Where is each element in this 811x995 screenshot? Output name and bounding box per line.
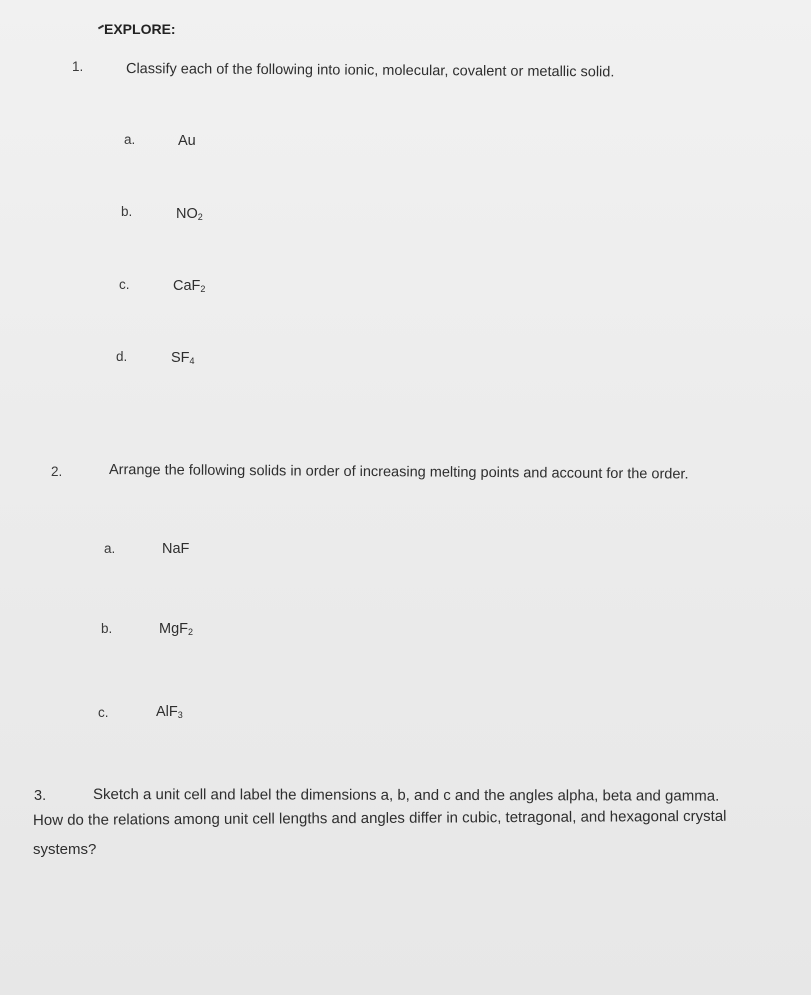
q1-item-c-letter: c.: [119, 277, 130, 292]
formula-text: CaF: [173, 278, 201, 294]
q1-item-a-formula: [178, 134, 196, 149]
question-2-number: 2.: [51, 464, 63, 479]
q1-item-d-formula: [171, 351, 195, 366]
q2-item-b-formula: [159, 622, 193, 637]
formula-subscript: 2: [197, 212, 203, 222]
formula-subscript: 2: [200, 284, 206, 294]
question-3-line-1: Sketch a unit cell and label the dimensions a, b, and c and the angles alpha, beta and gamma.: [92, 786, 720, 805]
q1-item-b-formula: [176, 207, 203, 222]
q2-item-c-letter: c.: [98, 705, 109, 720]
q1-item-a-letter: a.: [124, 132, 136, 147]
formula-text: MgF: [159, 621, 188, 637]
q1-item-c-formula: [173, 279, 205, 294]
formula-text: Au: [178, 133, 196, 149]
question-2-prompt: Arrange the following solids in order of increasing melting points and account for the order.: [108, 462, 689, 483]
formula-subscript: 3: [177, 710, 183, 720]
formula-subscript: 2: [188, 627, 194, 637]
section-title: EXPLORE:: [104, 21, 176, 37]
formula-subscript: 4: [189, 356, 195, 366]
formula-text: NaF: [162, 541, 190, 557]
q2-item-c-formula: [156, 705, 183, 720]
q2-item-b-letter: b.: [101, 621, 113, 636]
question-3-line-2: How do the relations among unit cell lengths and angles differ in cubic, tetragonal, and hexagonal crystal: [32, 807, 727, 829]
q2-item-a-formula: [162, 542, 189, 557]
formula-text: SF: [171, 350, 190, 366]
question-1-prompt: Classify each of the following into ionic, molecular, covalent or metallic solid.: [125, 61, 615, 81]
question-3-number: 3.: [34, 788, 47, 804]
q2-item-a-letter: a.: [104, 541, 116, 556]
question-3-line-3: systems?: [33, 841, 97, 858]
formula-text: NO: [176, 206, 198, 222]
formula-text: AlF: [156, 704, 178, 720]
question-1-number: 1.: [72, 59, 84, 74]
q1-item-d-letter: d.: [116, 349, 128, 364]
q1-item-b-letter: b.: [121, 204, 133, 219]
